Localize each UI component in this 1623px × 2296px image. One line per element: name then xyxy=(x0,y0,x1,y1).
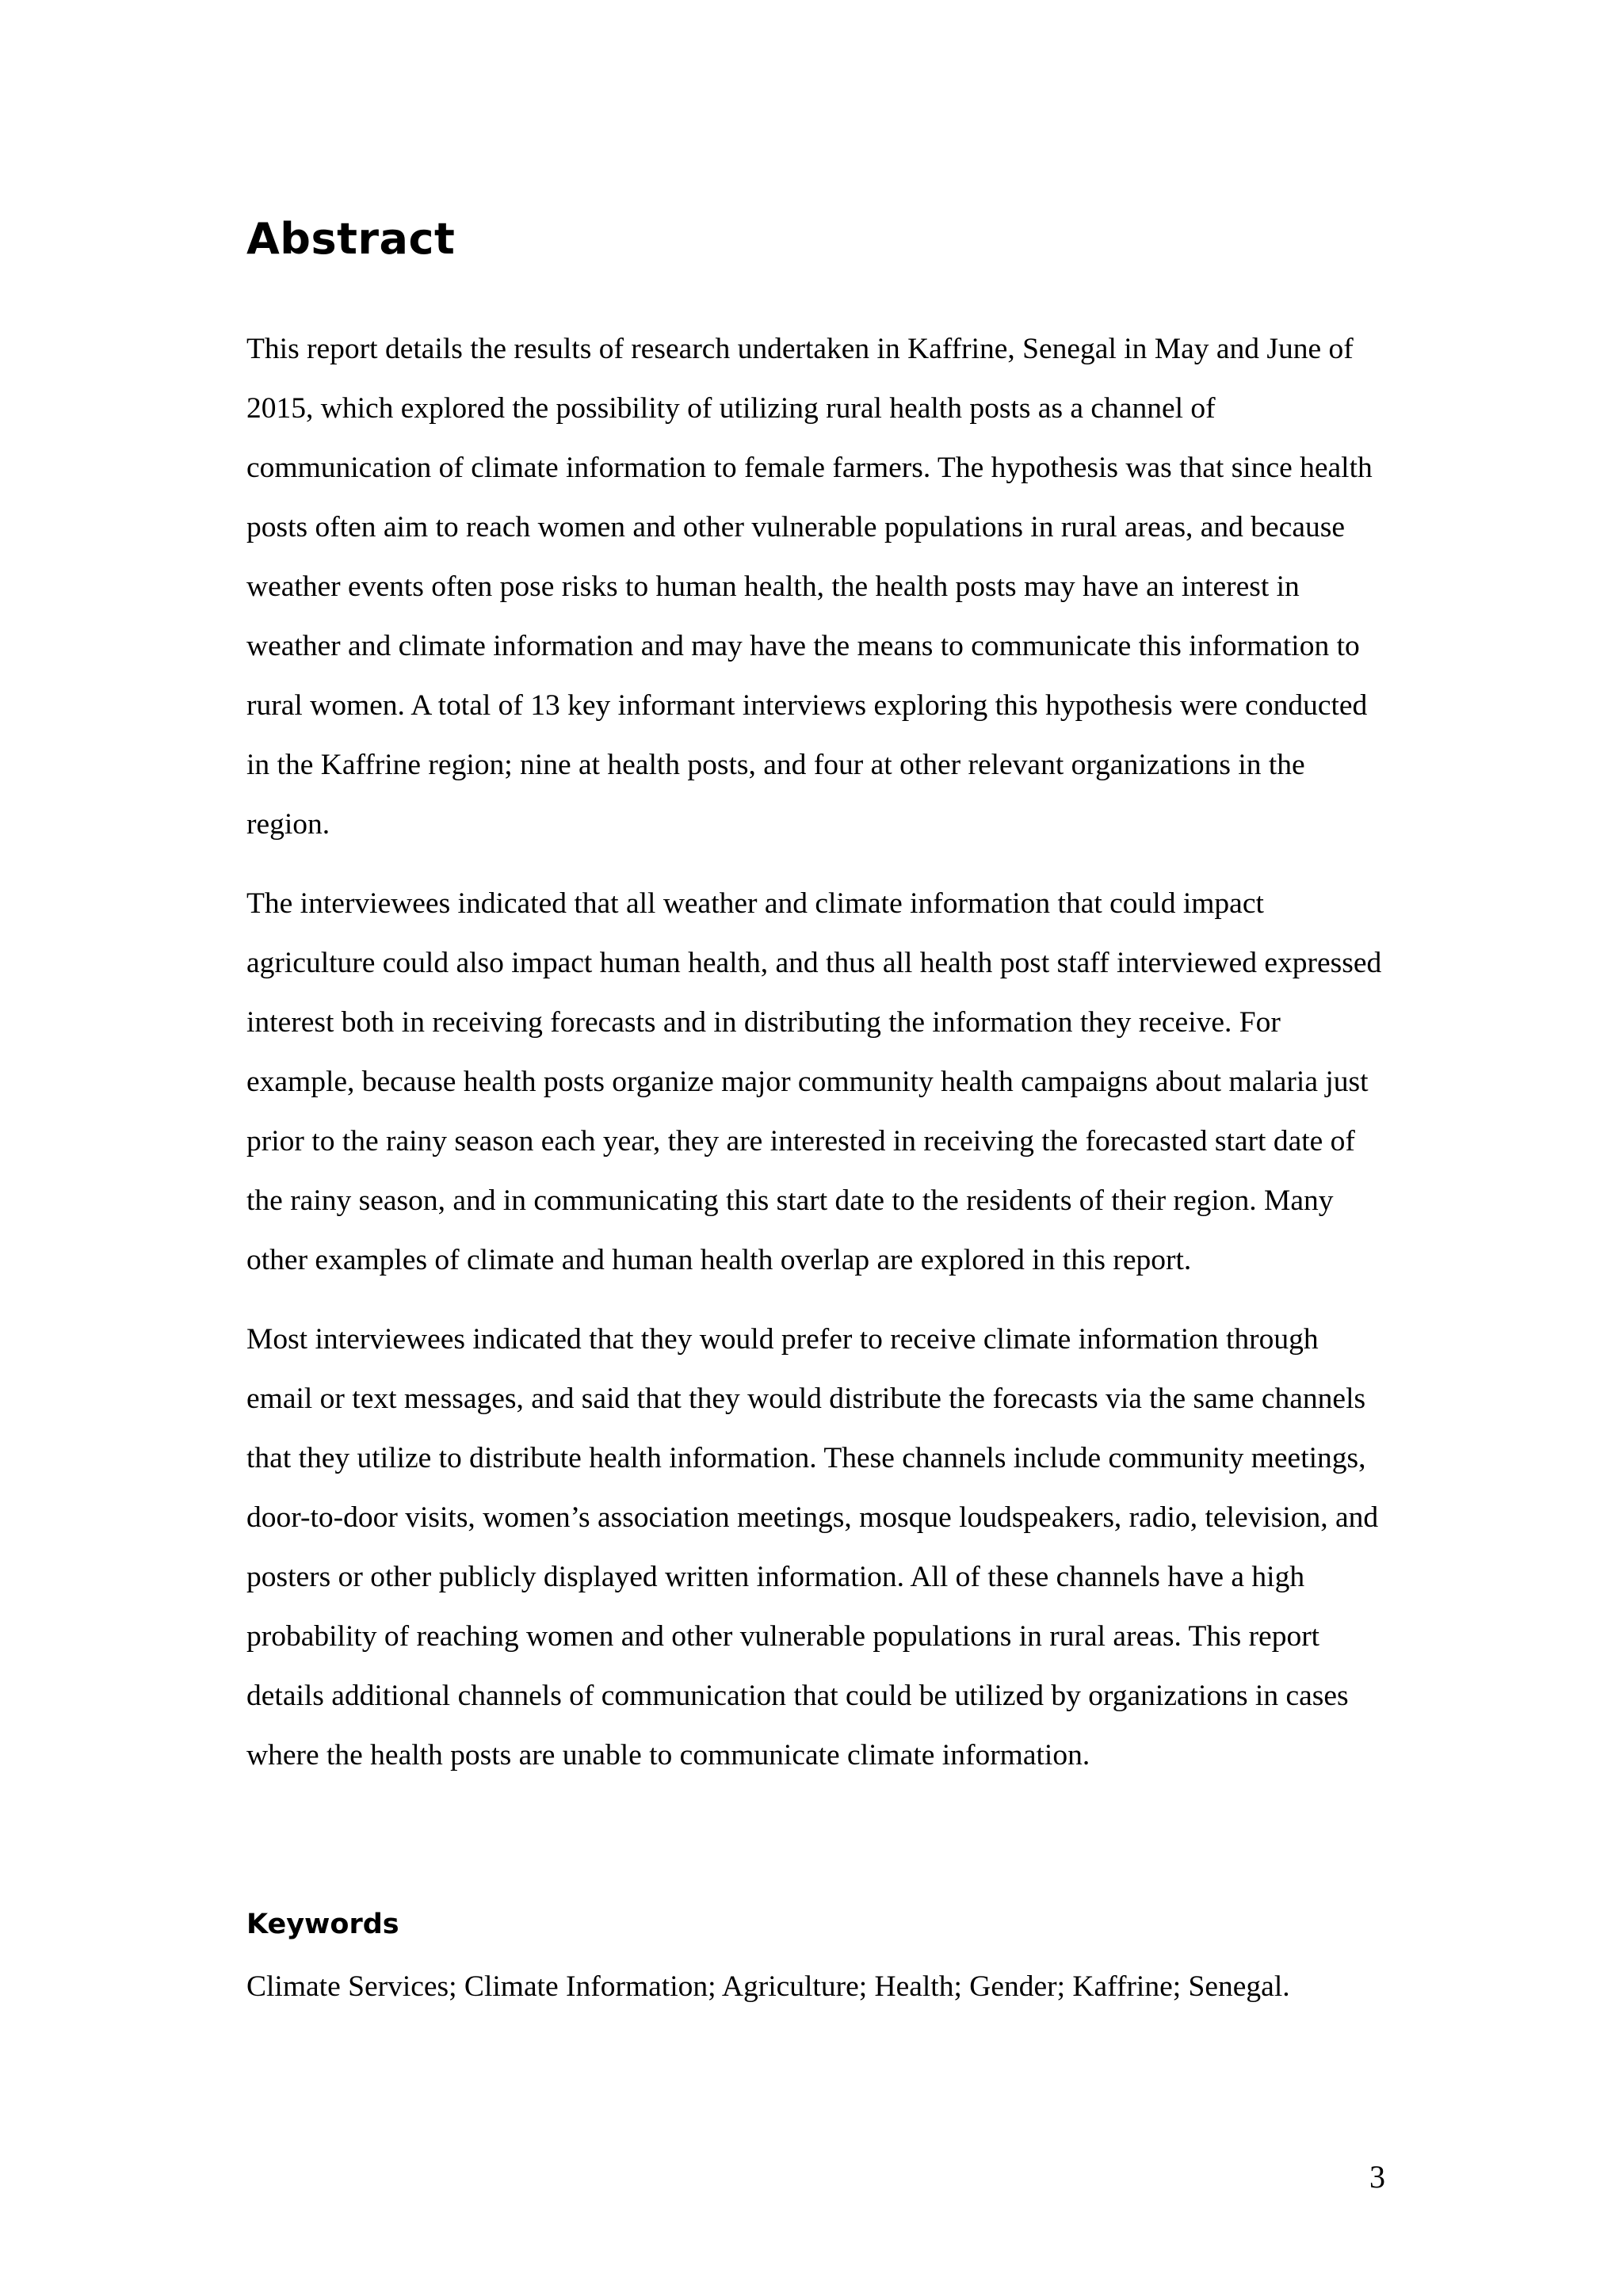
abstract-paragraph-3: Most interviewees indicated that they would prefer to receive climate information through email or text messages, and said that they would distribute the forecasts via the same channels that they utilize to distribute health information. These channels include community meetings, door-to-door visits, women’s association meetings, mosque loudspeakers, radio, television, and posters or other publicly displayed written information. All of these channels have a high probability of reaching women and other vulnerable populations in rural areas. This report details additional channels of communication that could be utilized by organizations in cases where the health posts are unable to communicate climate information. xyxy=(246,1322,1379,1772)
abstract-section xyxy=(246,214,1388,2016)
abstract-paragraph-2: The interviewees indicated that all weather and climate information that could impact agriculture could also impact human health, and thus all health post staff interviewed expressed interest both in receiving forecasts and in distributing the information they receive. For example, because health posts organize major community health campaigns about malaria just prior to the rainy season each year, they are interested in receiving the forecasted start date of the rainy season, and in communicating this start date to the residents of their region. Many other examples of climate and human health overlap are explored in this report. xyxy=(246,887,1382,1276)
abstract-paragraph-1: This report details the results of research undertaken in Kaffrine, Senegal in May and June of 2015, which explored the possibility of utilizing rural health posts as a channel of communication of climate information to female farmers. The hypothesis was that since health posts often aim to reach women and other vulnerable populations in rural areas, and because weather events often pose risks to human health, the health posts may have an interest in weather and climate information and may have the means to communicate this information to rural women. A total of 13 key informant interviews exploring this hypothesis were conducted in the Kaffrine region; nine at health posts, and four at other relevant organizations in the region. xyxy=(246,332,1373,841)
page-number: 3 xyxy=(1369,2159,1385,2195)
keywords-text: Climate Services; Climate Information; Agriculture; Health; Gender; Kaffrine; Senegal. xyxy=(246,1970,1290,2003)
abstract-heading: Abstract xyxy=(246,214,456,264)
keywords-heading: Keywords xyxy=(246,1908,399,1940)
